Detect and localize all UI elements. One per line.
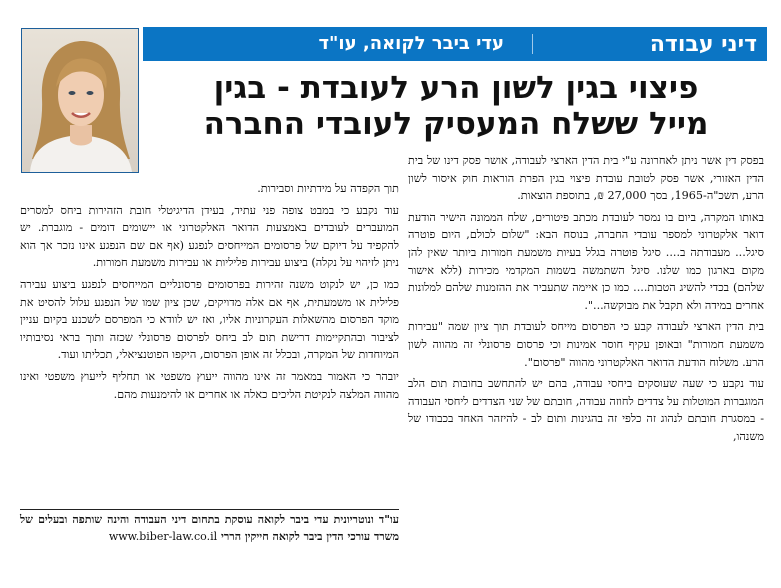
paragraph: באותו המקרה, ביום בו נמסר לעובדת מכתב פיטורים, שלח הממונה הישיר הודעת דואר אלקטרוני למספר עובדי החברה, בנוסח הבא: "שלום לכולם, היום פוטרה סיגל... מעבודתה ב.... סיגל פוטרה בגלל בעיות משמעת חמורות ביותר שאין להן מקום בארגון כמו שלנו. סיגל השתמשה בשמות המקדמי מכירות (ללא אישור שלהם) בכדי להשיג הטבות.... כמו כן איימה שתעביר את ההזמנות שלהם למלונות אחרים במידה ולא תקבל את מבוקשה...". — [408, 210, 764, 312]
author-name: עדי ביבר לקואה, עו"ד — [318, 33, 504, 54]
author-bio-text: עו"ד ונוטריונית עדי ביבר לקואה עוסקת בתחום דיני העבודה והינה שותפה ובעלים של משרד עורכי הדין ביבר לקואה חייקין הררי — [20, 513, 399, 543]
headline-line-1: פיצוי בגין לשון הרע לעובדת - בגין — [213, 70, 699, 106]
paragraph: עוד נקבע כי במבט צופה פני עתיד, בעידן הדיגיטלי חובת הזהירות ביחס למסרים המועברים לעובדים באמצעות הדואר האלקטרוני או יישומים דומים - מוגברת. יש להקפיד על דיוקם של פרסומים המייחסים לנפגע (אף אם שם הנפגע אינו נזכר אך הוא ניתן לזיהוי על נקלה) ביצוע עבירות פליליות או עבירות משמעת חמורות. — [20, 203, 399, 270]
paragraph: תוך הקפדה על מידתיות וסבירות. — [257, 182, 399, 195]
author-photo — [21, 28, 139, 173]
article-column-left — [20, 180, 399, 407]
disclaimer: יובהר כי האמור במאמר זה אינו מהווה ייעוץ משפטי או תחליף לייעוץ משפטי ואינו מהווה המלצה לנקיטת הליכים כאלה או אחרים או להימנעות מהם. — [20, 369, 399, 401]
section-header-bar — [143, 27, 767, 61]
paragraph: עוד נקבע כי שעה שעוסקים ביחסי עבודה, בהם יש להתחשב בחובות תום הלב המוגברות המוטלות על צדדים לחוזה עבודה, חובתם של שני הצדדים ליחסי העבודה - במסגרת חובתם לנהוג זה כלפי זה בהגינות ותום לב - להיזהר האחד בכבודו של משנהו, — [408, 377, 764, 443]
author-bio — [20, 511, 399, 545]
article-column-right — [408, 152, 764, 450]
paragraph: כמו כן, יש לנקוט משנה זהירות בפרסומים פרסונליים המייחסים לנפגע ביצוע עבירה פלילית או משמעתית, אף אם אלה מדויקים, שכן ציון שמו של הנפגע עלול להסיט את מוקד הפרסום מהשאלות העקרוניות אליו, ואז יש לוודא כי המפרסם לשכנע בקיום עניין לציבור ובהתקיימות דרישת תום לב ביחס לפרסום פרסונלי שכזה ותוך בראי נסיבותיו המיוחדות של המקרה, ובכלל זה אופן הפרסום, היקפו הפוטנציאלי, תכליתו ועוד. — [20, 277, 399, 362]
paragraph: בית הדין הארצי לעבודה קבע כי הפרסום מייחס לעובדת תוך ציון שמה "עבירות משמעת חמורות" ובאופן עקיף חוסר אמינות וכי פרסום פרסונלי זה מהווה לשון הרע. משלוח הודעת הדואר האלקטרוני מהווה "פרסום". — [408, 320, 764, 369]
section-title: דיני עבודה — [649, 31, 757, 57]
website-link[interactable]: www.biber-law.co.il — [108, 530, 218, 543]
header-divider — [532, 34, 533, 54]
paragraph: בפסק דין אשר ניתן לאחרונה ע"י בית הדין הארצי לעבודה, אושר פסק דינו של בית הדין האזורי, אשר פסק לטובת עובדת פיצוי בגין הפרת הוראות חוק איסור לשון הרע, תשכ"ה-1965, בסך 27,000 ₪, בתוספת הוצאות. — [408, 154, 764, 203]
article-headline — [150, 70, 762, 142]
footer-divider — [20, 509, 399, 510]
headline-line-2: מייל ששלח המעסיק לעובדי החברה — [203, 106, 709, 142]
author-portrait-image — [22, 29, 138, 172]
